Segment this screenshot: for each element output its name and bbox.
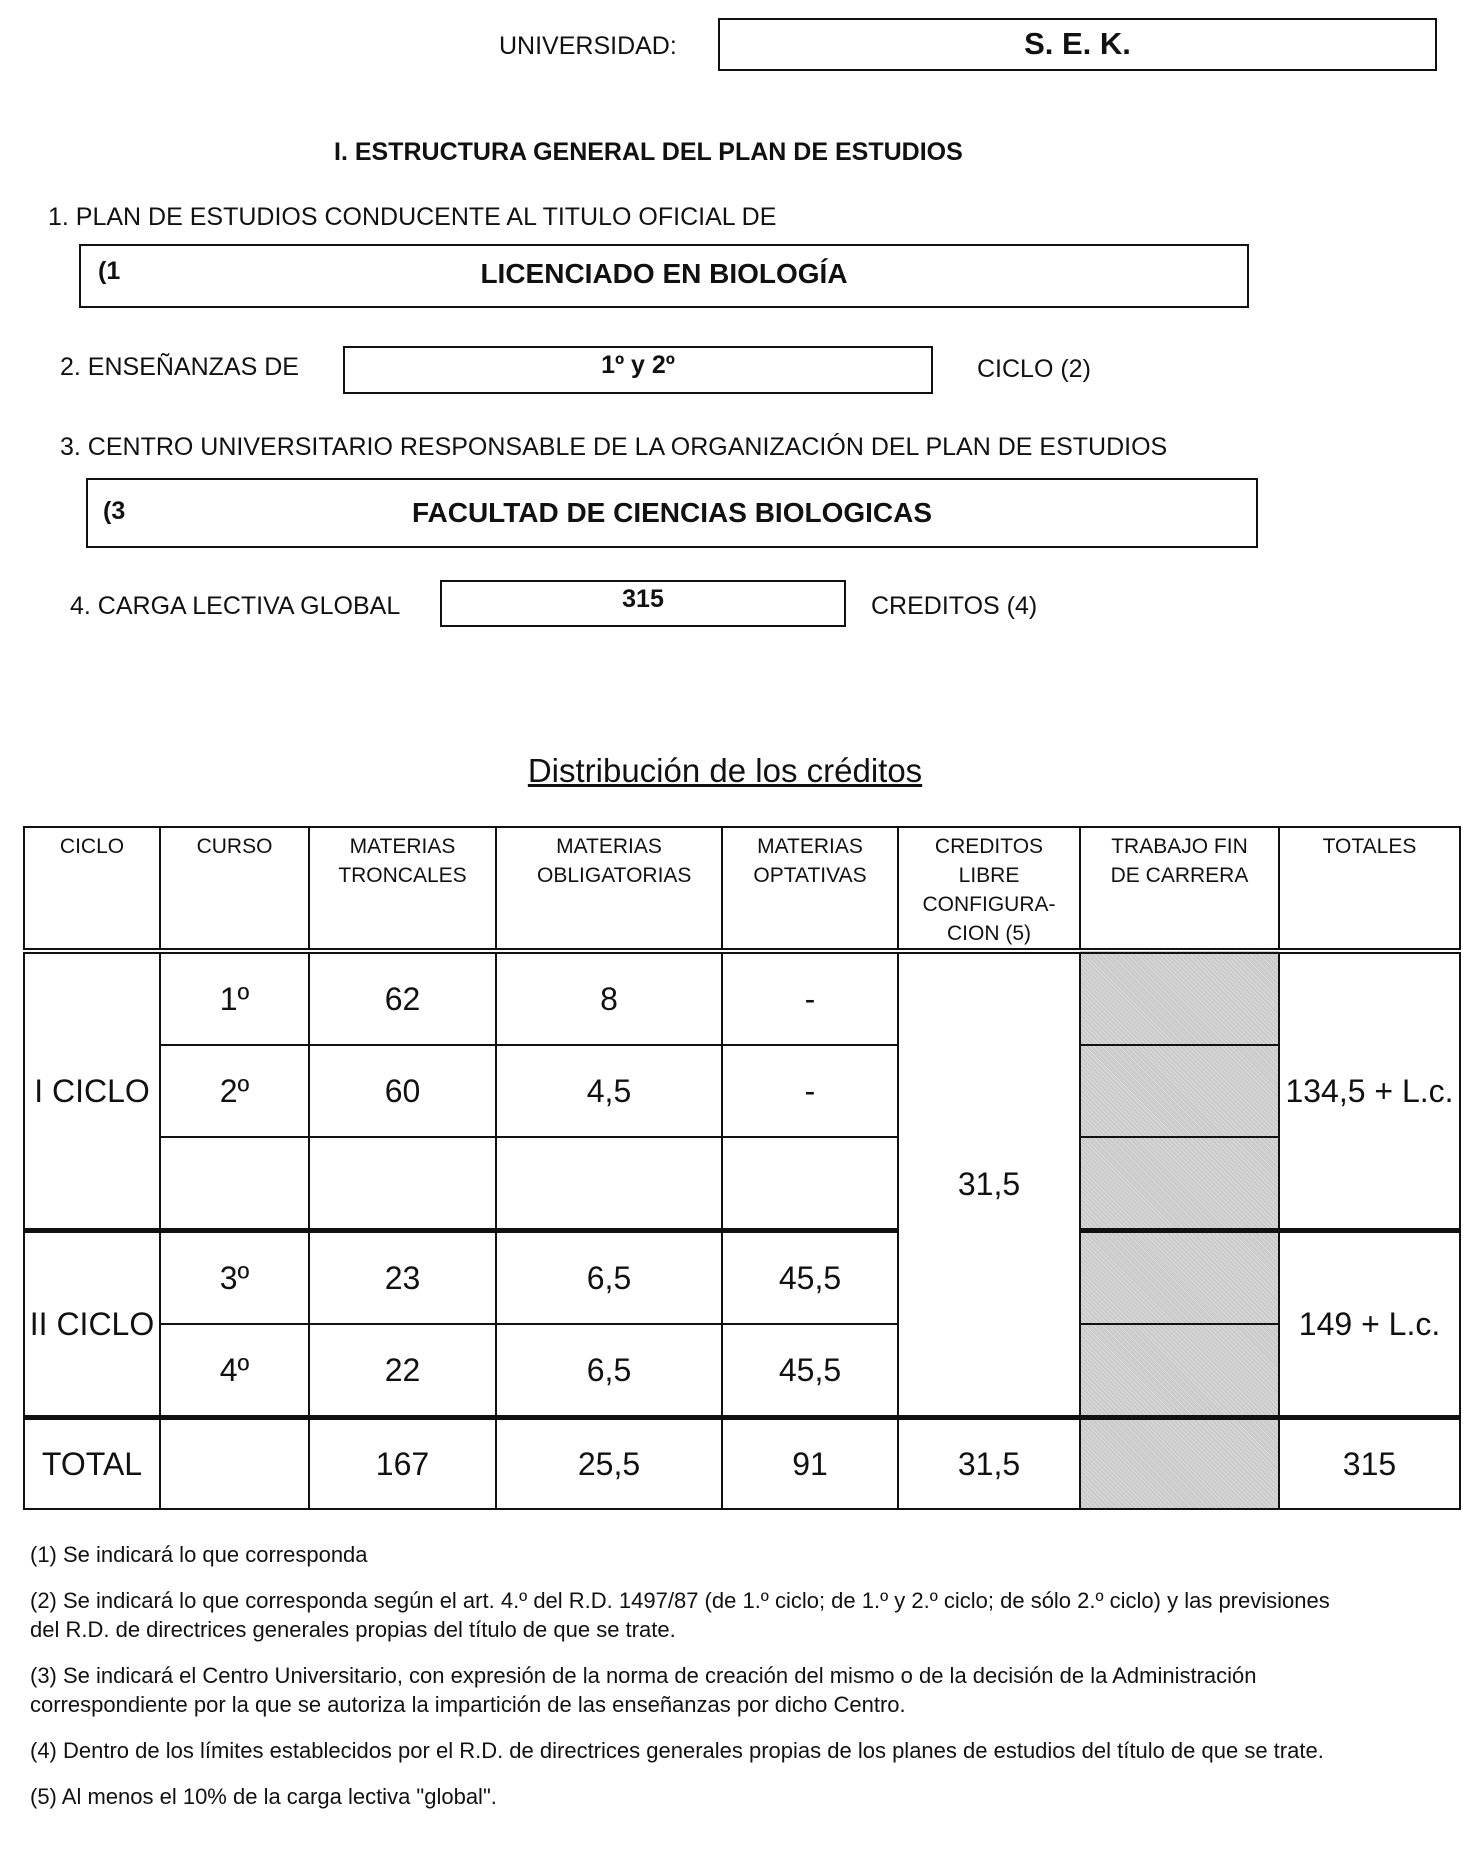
cell-curso [160, 1137, 309, 1231]
total-troncales: 167 [309, 1418, 496, 1510]
cell-trabajo-fin-shaded [1080, 1137, 1279, 1231]
footnote-3: (3) Se indicará el Centro Universitario, con expresión de la norma de creación del mismo o de la decisión de la Administración correspondiente por la que se autoriza la impartición de las enseñanzas por dicho Centro. [30, 1663, 1257, 1717]
cell-optativas [722, 1137, 898, 1231]
cell-obligatorias [496, 1137, 722, 1231]
cell-optativas: - [722, 1045, 898, 1137]
total-curso [160, 1418, 309, 1510]
cell-curso: 2º [160, 1045, 309, 1137]
table-total-row [24, 1418, 1460, 1510]
cell-trabajo-fin-shaded [1080, 1231, 1279, 1325]
ciclo2-label: II CICLO [24, 1231, 160, 1418]
header-curso: CURSO [160, 827, 309, 951]
total-obligatorias: 25,5 [496, 1418, 722, 1510]
cell-optativas: 45,5 [722, 1231, 898, 1325]
header-totales: TOTALES [1279, 827, 1460, 951]
cell-curso: 3º [160, 1231, 309, 1325]
item3-marker: (3 [103, 497, 126, 525]
item4-value: 315 [622, 585, 664, 613]
header-ciclo: CICLO [24, 827, 160, 951]
cell-trabajo-fin-shaded [1080, 1324, 1279, 1418]
header-libre-configuracion: CREDITOS LIBRE CONFIGURA- CION (5) [898, 827, 1080, 951]
item3-label: 3. CENTRO UNIVERSITARIO RESPONSABLE DE LA ORGANIZACIÓN DEL PLAN DE ESTUDIOS [60, 433, 1168, 461]
cell-troncales: 23 [309, 1231, 496, 1325]
header-troncales: MATERIAS TRONCALES [309, 827, 496, 951]
table-row [24, 1324, 1460, 1418]
cell-obligatorias: 8 [496, 951, 722, 1045]
table-row [24, 1045, 1460, 1137]
cell-trabajo-fin-shaded [1080, 1045, 1279, 1137]
footnote-4: (4) Dentro de los límites establecidos por el R.D. de directrices generales propias de los planes de estudios del título de que se trate. [30, 1738, 1324, 1763]
table-header-row [24, 827, 1460, 951]
footnote-2: (2) Se indicará lo que corresponda según el art. 4.º del R.D. 1497/87 (de 1.º ciclo; de 1.º y 2.º ciclo; de sólo 2.º ciclo) y las previsiones del R.D. de directrices generales propias del título de que se trate. [30, 1588, 1330, 1642]
header-optativas: MATERIAS OPTATIVAS [722, 827, 898, 951]
cell-trabajo-fin-shaded [1080, 951, 1279, 1045]
item4-suffix: CREDITOS (4) [871, 592, 1038, 620]
cell-optativas: 45,5 [722, 1324, 898, 1418]
item3-value: FACULTAD DE CIENCIAS BIOLOGICAS [411, 497, 933, 528]
footnotes [30, 1540, 1330, 1828]
header-trabajo-fin: TRABAJO FIN DE CARRERA [1080, 827, 1279, 951]
table-row [24, 1137, 1460, 1231]
item2-suffix: CICLO (2) [977, 355, 1091, 383]
table-row [24, 1231, 1460, 1325]
footnote-1: (1) Se indicará lo que corresponda [30, 1542, 368, 1567]
item4-label: 4. CARGA LECTIVA GLOBAL [70, 592, 401, 620]
universidad-label: UNIVERSIDAD: [499, 32, 677, 60]
total-label: TOTAL [24, 1418, 160, 1510]
cell-libre-configuracion: 31,5 [898, 951, 1080, 1418]
cell-troncales [309, 1137, 496, 1231]
cell-curso: 1º [160, 951, 309, 1045]
distribution-title: Distribución de los créditos [527, 752, 923, 789]
cell-troncales: 62 [309, 951, 496, 1045]
cell-obligatorias: 4,5 [496, 1045, 722, 1137]
item1-value: LICENCIADO EN BIOLOGÍA [480, 258, 848, 289]
cell-troncales: 22 [309, 1324, 496, 1418]
total-optativas: 91 [722, 1418, 898, 1510]
cell-troncales: 60 [309, 1045, 496, 1137]
universidad-value: S. E. K. [1024, 26, 1131, 61]
cell-curso: 4º [160, 1324, 309, 1418]
cell-obligatorias: 6,5 [496, 1231, 722, 1325]
total-totales: 315 [1279, 1418, 1460, 1510]
total-libre: 31,5 [898, 1418, 1080, 1510]
item1-label: 1. PLAN DE ESTUDIOS CONDUCENTE AL TITULO OFICIAL DE [48, 203, 777, 231]
item2-value: 1º y 2º [601, 351, 675, 379]
item2-label: 2. ENSEÑANZAS DE [60, 353, 299, 381]
cell-obligatorias: 6,5 [496, 1324, 722, 1418]
header-obligatorias: MATERIAS OBLIGATORIAS [496, 827, 722, 951]
ciclo1-total: 134,5 + L.c. [1279, 951, 1460, 1231]
ciclo2-total: 149 + L.c. [1279, 1231, 1460, 1418]
ciclo1-label: I CICLO [24, 951, 160, 1231]
total-trabajo-fin-shaded [1080, 1418, 1279, 1510]
section-title: I. ESTRUCTURA GENERAL DEL PLAN DE ESTUDIOS [334, 138, 963, 166]
footnote-5: (5) Al menos el 10% de la carga lectiva "global". [30, 1784, 497, 1809]
table-row [24, 951, 1460, 1045]
item1-marker: (1 [98, 257, 121, 285]
cell-optativas: - [722, 951, 898, 1045]
credit-distribution-table [23, 826, 1461, 1510]
